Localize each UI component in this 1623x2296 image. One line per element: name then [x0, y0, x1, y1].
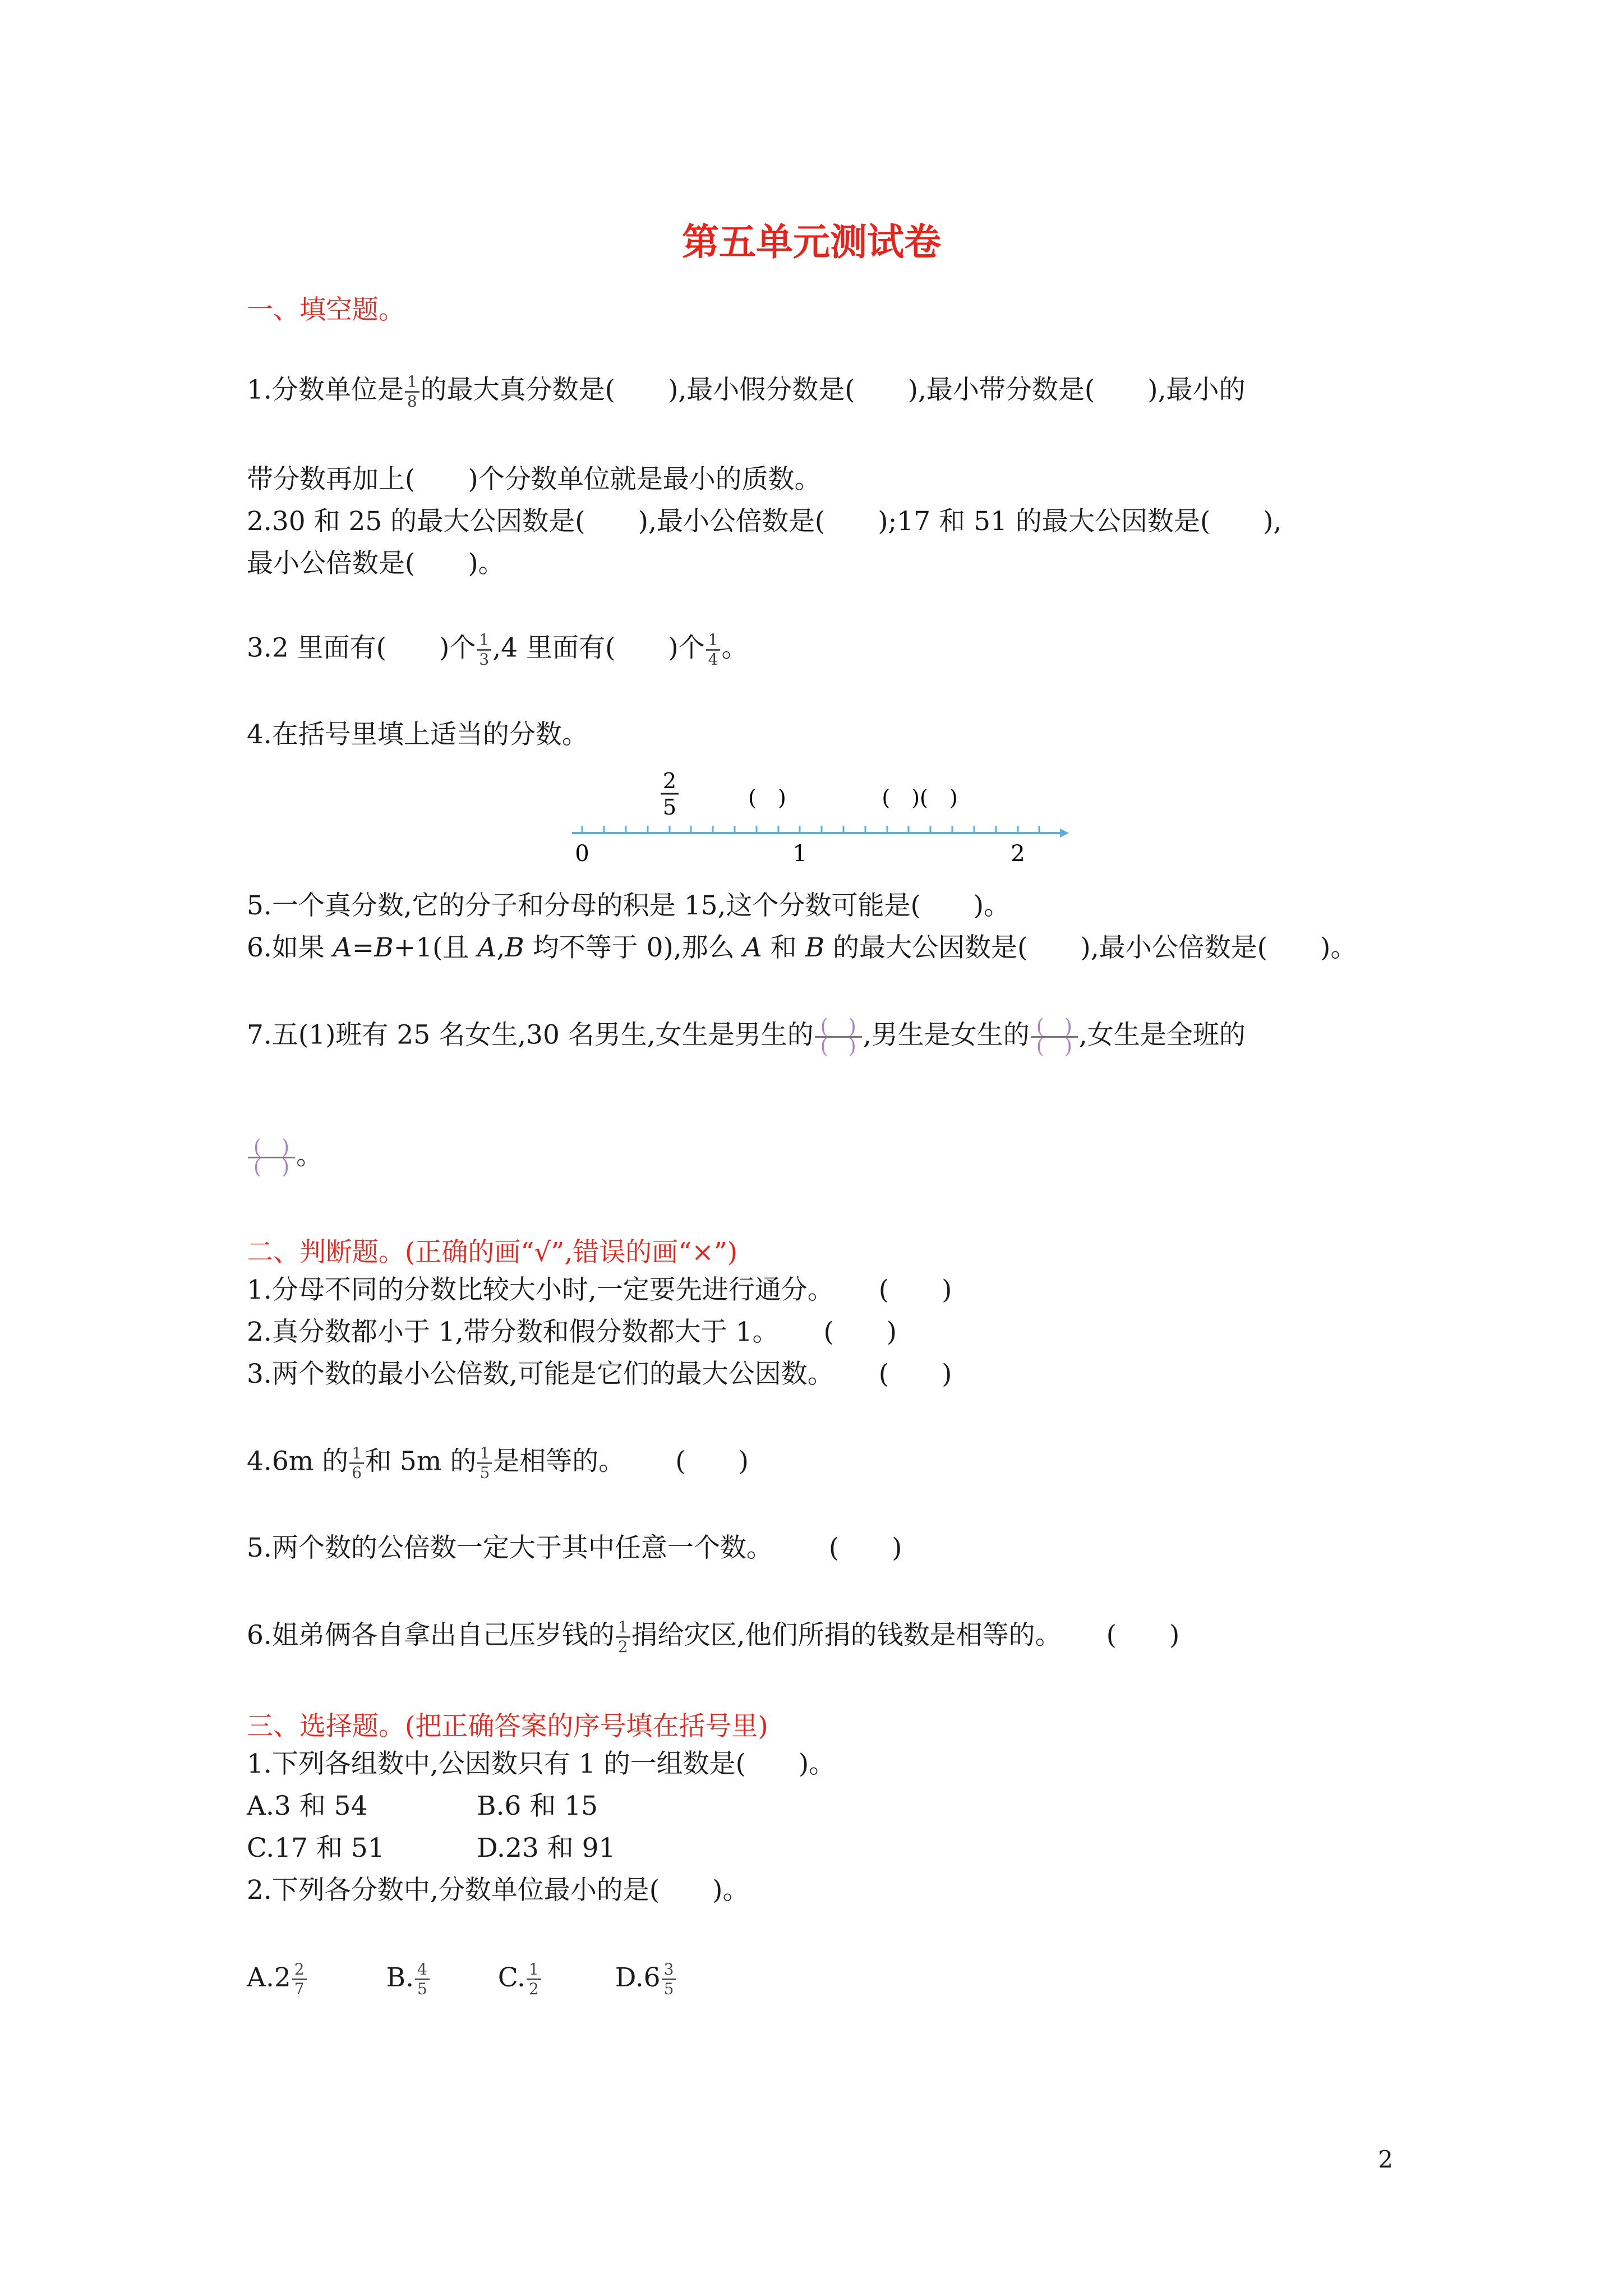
blank-fraction[interactable]: $\frac{( )}{( )}$ [248, 1139, 295, 1176]
judge-item-2: 2.真分数都小于 1,带分数和假分数都大于 1。 ( ) [247, 1317, 897, 1347]
judge-item-4: 4.6m 的 $\frac{1}{6}$ 和 5m 的 $\frac{1}{5}$ 是相等的。 ( ) [247, 1444, 749, 1482]
fraction: $\frac{1}{6}$ [349, 1444, 364, 1482]
option-d[interactable]: D.23 和 91 [477, 1833, 616, 1864]
q2-line2: 最小公倍数是( )。 [247, 548, 505, 579]
q6-line: 6.如果 A=B+1(且 A,B 均不等于 0),那么 A 和 B 的最大公因数是( ),最小公倍数是( )。 [247, 932, 1357, 963]
q1-text-a: 1.分数单位是 [247, 374, 404, 406]
choice-q1: 1.下列各组数中,公因数只有 1 的一组数是( )。 [247, 1749, 836, 1779]
answer-paren[interactable]: ( ) [823, 1317, 897, 1347]
fraction: $\frac{3}{5}$ [662, 1961, 676, 1998]
number-line [561, 769, 1077, 881]
q1-text-b: 的最大真分数是( ),最小假分数是( ),最小带分数是( ),最小的 [420, 374, 1246, 406]
fraction: $\frac{2}{7}$ [292, 1961, 307, 1998]
numberline-blank-1: ( ) [748, 785, 786, 810]
fraction: $\frac{1}{3}$ [477, 631, 491, 669]
tick-label-2: 2 [1011, 841, 1025, 867]
numberline-frac-num: 2 [662, 769, 677, 793]
q7-line2: $\frac{( )}{( )}$ 。 [247, 1139, 322, 1176]
answer-paren[interactable]: ( ) [675, 1446, 749, 1477]
number-line-arrow [1060, 829, 1069, 838]
fraction: $\frac{4}{5}$ [415, 1961, 430, 1998]
q3-text-a: 3.2 里面有( )个 [247, 632, 476, 664]
section-2-heading: 二、判断题。(正确的画“√”,错误的画“×”) [247, 1237, 738, 1268]
option-a[interactable]: A.2 $\frac{2}{7}$ [247, 1962, 308, 1993]
tick-label-1: 1 [792, 841, 807, 867]
option-c[interactable]: C.17 和 51 [247, 1833, 385, 1864]
answer-paren[interactable]: ( ) [1106, 1619, 1180, 1651]
fraction: $\frac{1}{2}$ [616, 1618, 630, 1656]
judge-item-1: 1.分母不同的分数比较大小时,一定要先进行通分。 ( ) [247, 1274, 952, 1305]
q5-text: 5.一个真分数,它的分子和分母的积是 15,这个分数可能是( )。 [247, 890, 1011, 921]
judge-item-6: 6.姐弟俩各自拿出自己压岁钱的 $\frac{1}{2}$ 捐给灾区,他们所捐的钱数是相等的。 ( ) [247, 1618, 1180, 1656]
q7-line1: 7.五(1)班有 25 名女生,30 名男生,女生是男生的 $\frac{( )}{( )}$ ,男生是女生的 $\frac{( )}{( )}$ ,女生是全班的 [247, 1015, 1246, 1058]
numberline-blank-2: ( )( ) [882, 785, 958, 810]
numberline-frac-den: 5 [662, 795, 677, 820]
option-b[interactable]: B. $\frac{4}{5}$ [386, 1962, 431, 1993]
q2-line1: 2.30 和 25 的最大公因数是( ),最小公倍数是( );17 和 51 的最大公因数是( ), [247, 506, 1282, 537]
page-number: 2 [1378, 2146, 1393, 2173]
choice-q2: 2.下列各分数中,分数单位最小的是( )。 [247, 1875, 749, 1906]
page-title: 第五单元测试卷 [682, 220, 941, 264]
choice-q2-options [247, 1961, 677, 1998]
option-d[interactable]: D.6 $\frac{3}{5}$ [615, 1962, 677, 1993]
judge-item-5: 5.两个数的公倍数一定大于其中任意一个数。 ( ) [247, 1533, 902, 1563]
fraction: $\frac{1}{2}$ [527, 1961, 541, 1998]
q1-line1 [247, 373, 1246, 411]
q3-text-c: 。 [721, 632, 748, 664]
q3-text-b: ,4 里面有( )个 [492, 632, 705, 664]
blank-fraction[interactable]: $\frac{( )}{( )}$ [815, 1018, 862, 1056]
q4-text: 4.在括号里填上适当的分数。 [247, 719, 588, 750]
blank-fraction[interactable]: $\frac{( )}{( )}$ [1031, 1018, 1078, 1056]
option-c[interactable]: C. $\frac{1}{2}$ [498, 1962, 542, 1993]
option-a[interactable]: A.3 和 54 [247, 1791, 368, 1821]
answer-paren[interactable]: ( ) [878, 1274, 952, 1305]
answer-paren[interactable]: ( ) [828, 1533, 902, 1563]
tick-label-0: 0 [575, 841, 589, 867]
section-3-heading: 三、选择题。(把正确答案的序号填在括号里) [247, 1711, 768, 1742]
fraction: $\frac{1}{4}$ [706, 631, 721, 669]
judge-item-3: 3.两个数的最小公倍数,可能是它们的最大公因数。 ( ) [247, 1359, 952, 1389]
fraction: $\frac{1}{8}$ [405, 373, 419, 411]
answer-paren[interactable]: ( ) [878, 1359, 952, 1389]
fraction: $\frac{1}{5}$ [477, 1444, 492, 1482]
q3-line [247, 631, 748, 669]
section-1-heading: 一、填空题。 [247, 295, 405, 325]
q1-line2: 带分数再加上( )个分数单位就是最小的质数。 [247, 464, 821, 495]
option-b[interactable]: B.6 和 15 [477, 1791, 598, 1821]
